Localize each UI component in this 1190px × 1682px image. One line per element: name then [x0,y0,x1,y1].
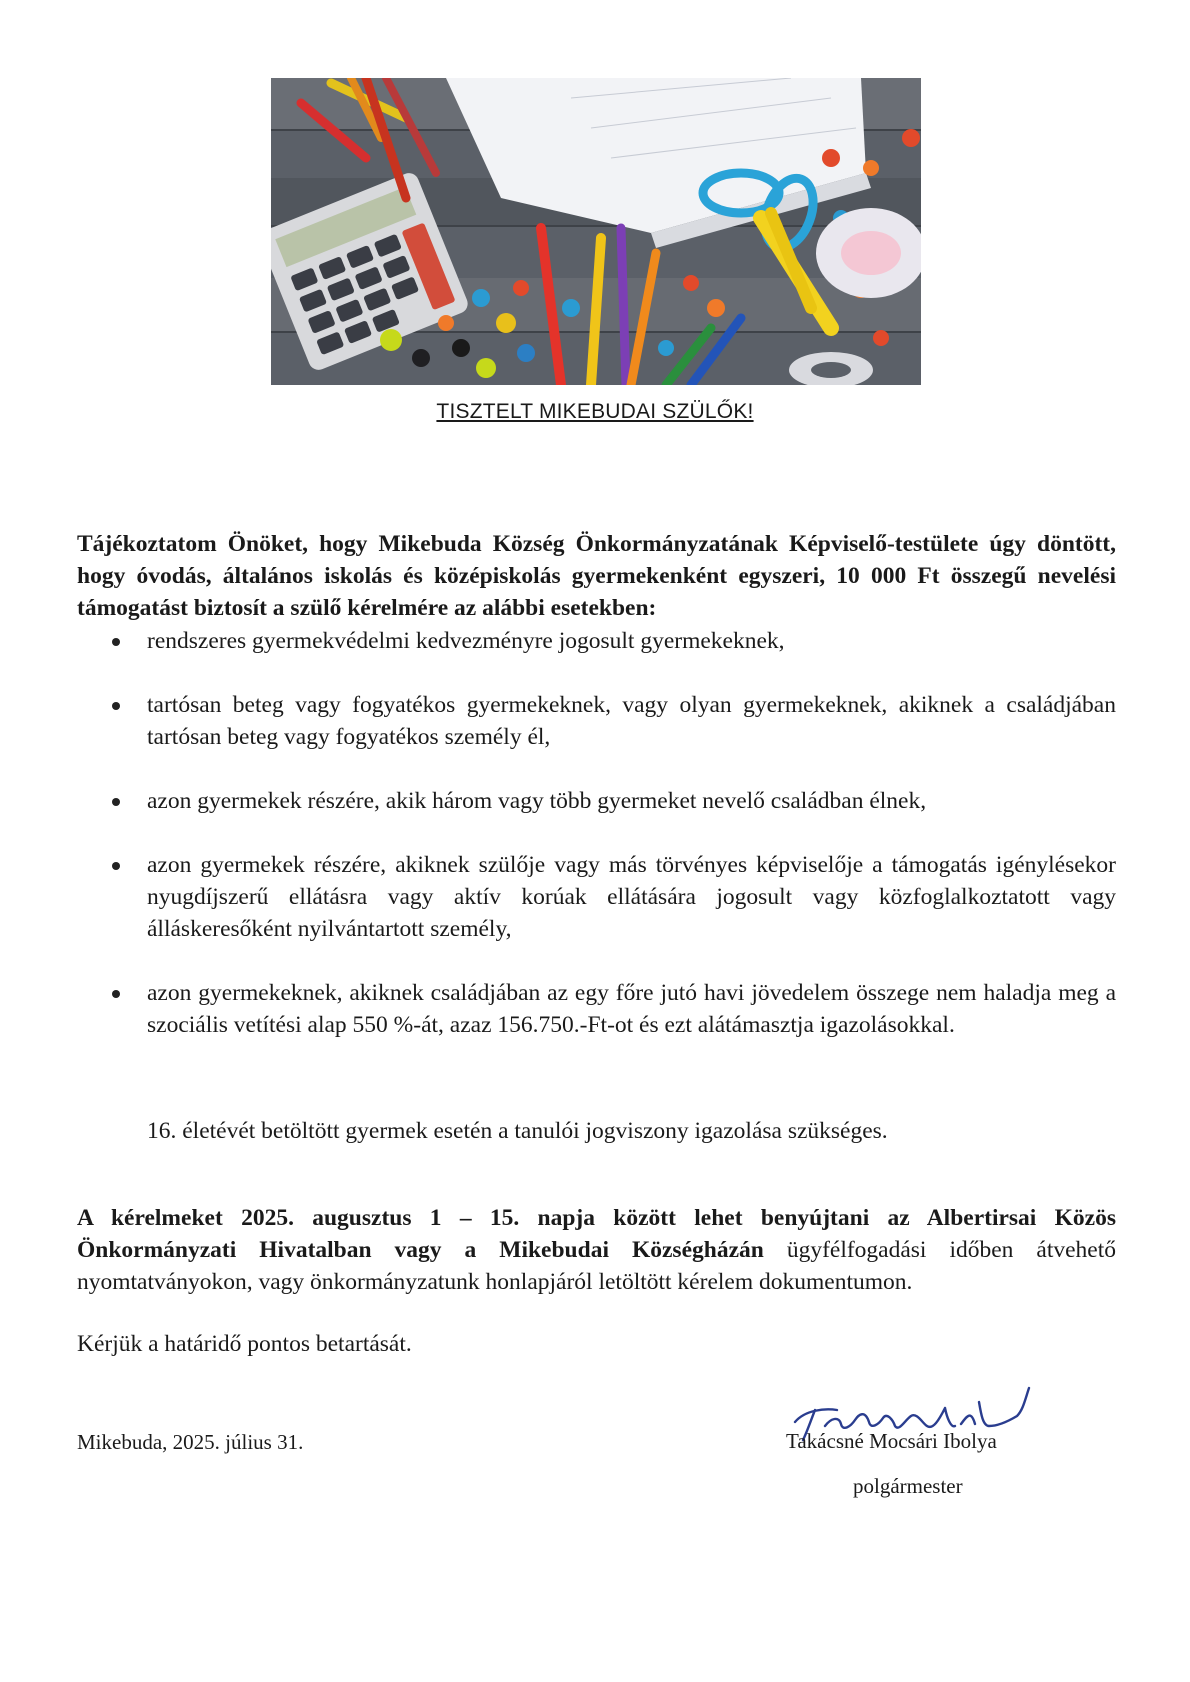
deadline-rest-text: ügyfélfogadási időben átvehető nyomtatványokon, vagy önkormányzatunk honlapjáról letöltött kérelem dokumentumon. [77,1236,1116,1295]
list-item [77,625,1116,657]
place-date: Mikebuda, 2025. július 31. [77,1430,304,1454]
school-supplies-illustration [271,78,921,385]
deadline-paragraph [77,1202,1116,1298]
list-item [77,689,1116,753]
page-title: TISZTELT MIKEBUDAI SZÜLŐK! [436,400,754,423]
deadline-bold-text: A kérelmeket 2025. augusztus 1 – 15. napja között lehet benyújtani az Albertirsai Közös Önkormányzati Hivatalban vagy a Mikebudai Községházán [77,1204,1116,1263]
bullet-icon [112,990,120,998]
bullet-icon [112,702,120,710]
list-item-text: rendszeres gyermekvédelmi kedvezményre jogosult gyermekeknek, [147,628,785,654]
list-item-text: azon gyermekeknek, akiknek családjában az egy főre jutó havi jövedelem összege nem haladja meg a szociális vetítési alap 550 %-át, azaz 156.750.-Ft-ot és ezt alátámasztja igazolásokkal. [147,980,1116,1038]
list-item [77,977,1116,1041]
eligibility-list [77,625,1116,1041]
age-note: 16. életévét betöltött gyermek esetén a tanulói jogviszony igazolása szükséges. [147,1118,888,1144]
bullet-icon [112,638,120,646]
list-item-text: azon gyermekek részére, akik három vagy több gyermeket nevelő családban élnek, [147,788,927,814]
intro-paragraph: Tájékoztatom Önöket, hogy Mikebuda Község Önkormányzatának Képviselő-testülete úgy döntött, hogy óvodás, általános iskolás és középiskolás gyermekenként egyszeri, 10 000 Ft összegű nevelési támogatást biztosít a szülő kérelmére az alábbi esetekben: [77,530,1116,621]
request-text: Kérjük a határidő pontos betartását. [77,1331,412,1357]
list-item [77,849,1116,945]
list-item-text: azon gyermekek részére, akiknek szülője vagy más törvényes képviselője a támogatás igénylésekor nyugdíjszerű ellátásra vagy aktív korúak ellátására jogosult vagy közfoglalkoztatott vagy álláskeresőként nyilvántartott személy, [147,852,1116,942]
bullet-icon [112,798,120,806]
list-item [77,785,1116,817]
bullet-icon [112,862,120,870]
list-item-text: tartósan beteg vagy fogyatékos gyermekeknek, vagy olyan gyermekeknek, akiknek a családjában tartósan beteg vagy fogyatékos személy él, [147,692,1116,750]
header-image-school-supplies [271,78,921,385]
signer-title: polgármester [853,1474,963,1498]
signer-name: Takácsné Mocsári Ibolya [786,1429,997,1453]
